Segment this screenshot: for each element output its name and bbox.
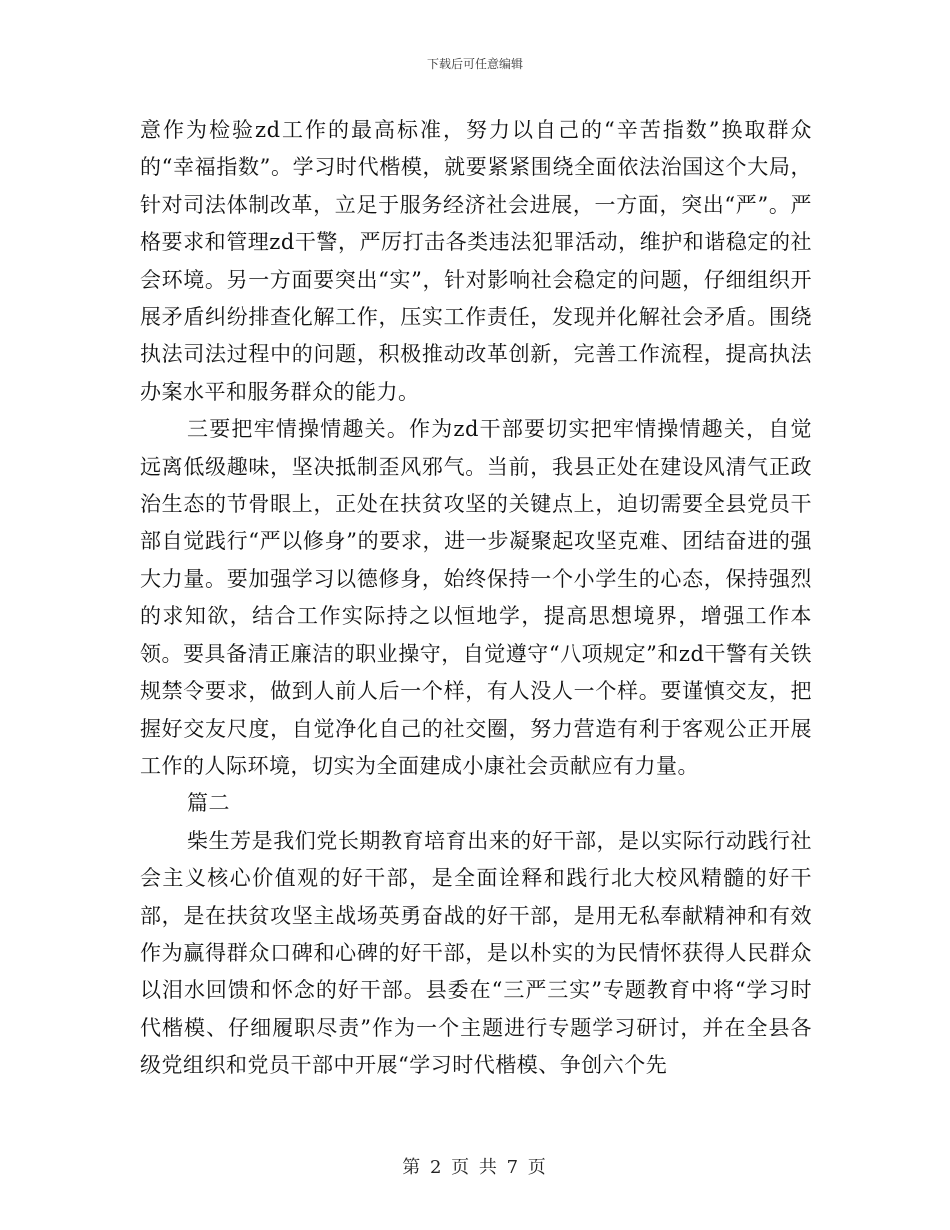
paragraph-continuation: 意作为检验zd工作的最高标准，努力以自己的“辛苦指数”换取群众的“幸福指数”。学习时代楷模，就要紧紧围绕全面依法治国这个大局，针对司法体制改革，立足于服务经济社会进展，一方面，突出“严”。严格要求和管理zd干警，严厉打击各类违法犯罪活动，维护和谐稳定的社会环境。另一方面要突出“实”，针对影响社会稳定的问题，仔细组织开展矛盾纠纷排查化解工作，压实工作责任，发现并化解社会矛盾。围绕执法司法过程中的问题，积极推动改革创新，完善工作流程，提高执法办案水平和服务群众的能力。 bbox=[140, 118, 812, 404]
paragraph-chai-shengfang: 柴生芳是我们党长期教育培育出来的好干部，是以实际行动践行社会主义核心价值观的好干部，是全面诠释和践行北大校风精髓的好干部，是在扶贫攻坚主战场英勇奋战的好干部，是用无私奉献精神和有效作为赢得群众口碑和心碑的好干部，是以朴实的为民情怀获得人民群众以泪水回馈和怀念的好干部。县委在“三严三实”专题教育中将“学习时代楷模、仔细履职尽责”作为一个主题进行专题学习研讨，并在全县各级党组织和党员干部中开展“学习时代楷模、争创六个先 bbox=[140, 828, 812, 1078]
section-heading: 篇二 bbox=[187, 791, 230, 816]
page-header: 下载后可任意编辑 bbox=[426, 57, 523, 71]
document-body bbox=[140, 112, 812, 1085]
page-number: 第 2 页 共 7 页 bbox=[402, 1157, 548, 1178]
paragraph-third-requirement: 三要把牢情操情趣关。作为zd干部要切实把牢情操情趣关，自觉远离低级趣味，坚决抵制歪风邪气。当前，我县正处在建设风清气正政治生态的节骨眼上，正处在扶贫攻坚的关键点上，迫切需要全县党员干部自觉践行“严以修身”的要求，进一步凝聚起攻坚克难、团结奋进的强大力量。要加强学习以德修身，始终保持一个小学生的心态，保持强烈的求知欲，结合工作实际持之以恒地学，提高思想境界，增强工作本领。要具备清正廉洁的职业操守，自觉遵守“八项规定”和zd干警有关铁规禁令要求，做到人前人后一个样，有人没人一个样。要谨慎交友，把握好交友尺度，自觉净化自己的社交圈，努力营造有利于客观公正开展工作的人际环境，切实为全面建成小康社会贡献应有力量。 bbox=[140, 417, 812, 778]
